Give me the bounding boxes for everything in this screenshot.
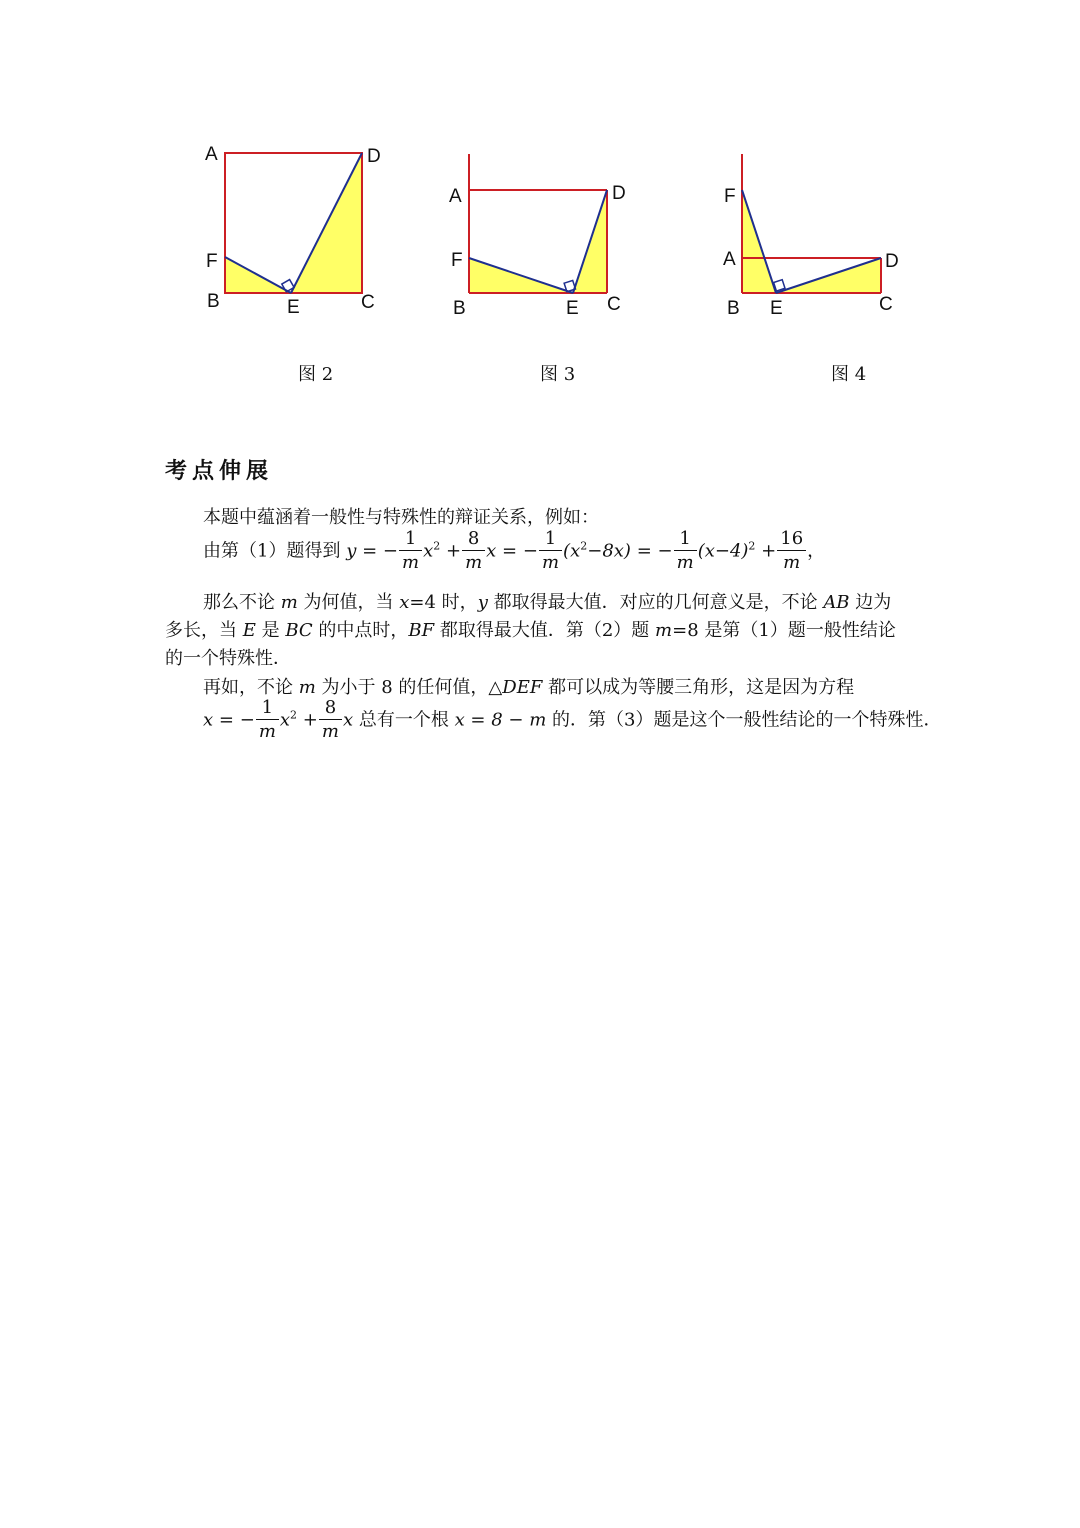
para3-line-1 [203, 673, 854, 699]
formula-plus: + [302, 709, 318, 731]
figure-3-label-a: A [449, 186, 462, 207]
frac-denominator: m [783, 552, 801, 573]
var-def: DEF [502, 677, 543, 698]
var-bf: BF [408, 620, 435, 641]
formula-plus-2: + [761, 540, 777, 562]
para2-text: 多长，当 [165, 620, 243, 641]
figure-4-right-angle-mark [774, 280, 785, 291]
formula-paren-a-tail: −8x) [587, 540, 631, 562]
para2-line-3: 的一个特殊性． [165, 648, 291, 669]
formula-x: x [342, 709, 354, 731]
formula-y: y [346, 540, 357, 562]
var-ab: AB [823, 592, 850, 613]
para2-line-1 [203, 588, 891, 614]
figure-2-diagram [195, 140, 395, 320]
figure-4-label-e: E [770, 298, 783, 319]
formula-x: x [203, 709, 214, 731]
formula-frac-1-over-m [256, 697, 279, 744]
para3-text: 再如，不论 [203, 677, 299, 698]
figure-2-label-c: C [361, 292, 375, 313]
figure-3-right-angle-mark [564, 280, 575, 291]
para2-text: 的中点时， [312, 620, 409, 641]
figure-3-label-d: D [612, 183, 626, 204]
para3-text: 为小于 8 的任何值，△ [315, 677, 503, 698]
frac-numerator: 1 [674, 528, 697, 551]
var-m: m [280, 592, 298, 613]
figure-3-label-c: C [607, 294, 621, 315]
formula-minus: − [239, 709, 255, 731]
formula-eq-2: = [502, 540, 518, 562]
figure-3-caption: 图 3 [540, 364, 576, 385]
formula-exp: 2 [580, 539, 588, 553]
var-bc: BC [285, 620, 313, 641]
frac-denominator: m [676, 552, 694, 573]
frac-numerator: 1 [539, 528, 562, 551]
intro-text: 本题中蕴涵着一般性与特殊性的辩证关系，例如： [203, 507, 599, 528]
formula-x: x [279, 709, 291, 731]
para2-text: 是 [255, 620, 286, 641]
figure-2-label-d: D [367, 146, 381, 167]
figure-4-label-d: D [885, 251, 899, 272]
section-title: 考点伸展 [165, 458, 274, 484]
formula-minus-2: − [522, 540, 538, 562]
var-x: x [399, 592, 410, 613]
formula-exp: 2 [433, 539, 441, 553]
var-m: m [655, 620, 673, 641]
figure-3-label-f: F [451, 250, 463, 271]
figure-3-label-e: E [566, 298, 579, 319]
var-m: m [298, 677, 316, 698]
formula-eq: = [218, 709, 234, 731]
formula-comma: ， [807, 540, 826, 562]
formula-x: x [486, 540, 497, 562]
figure-2 [195, 140, 395, 320]
frac-denominator: m [258, 721, 276, 742]
frac-numerator: 8 [462, 528, 485, 551]
figure-4-label-b: B [727, 298, 740, 319]
formula-frac-1-over-m [674, 528, 697, 575]
frac-denominator: m [321, 721, 339, 742]
figure-2-caption: 图 2 [298, 364, 334, 385]
formula-minus-3: − [657, 540, 673, 562]
figure-4-label-a: A [723, 249, 736, 270]
frac-numerator: 1 [399, 528, 422, 551]
figure-4-diagram [715, 140, 915, 320]
formula-frac-8-over-m [319, 697, 342, 744]
frac-numerator: 1 [256, 697, 279, 720]
frac-numerator: 16 [777, 528, 806, 551]
formula-frac-1-over-m [539, 528, 562, 575]
figure-4-label-c: C [879, 294, 893, 315]
figure-2-label-e: E [287, 297, 300, 318]
formula-exp: 2 [748, 539, 756, 553]
figure-3-label-b: B [453, 298, 466, 319]
para2-text: =8 是第（1）题一般性结论 [672, 620, 896, 641]
frac-denominator: m [541, 552, 560, 573]
frac-denominator: m [402, 552, 420, 573]
formula-exp: 2 [290, 708, 298, 722]
formula-eq-3: = [636, 540, 652, 562]
var-y: y [477, 592, 488, 613]
para2-text: 那么不论 [203, 592, 281, 613]
formula-line [203, 528, 825, 575]
figure-2-label-f: F [206, 251, 218, 272]
figure-2-label-a: A [205, 144, 218, 165]
para2-text: =4 时， [409, 592, 478, 613]
formula-paren-b: (x−4) [697, 540, 749, 562]
formula-x: x [423, 540, 434, 562]
figure-4-label-f: F [724, 186, 736, 207]
formula-minus-1: − [382, 540, 399, 562]
para3-text: 总有一个根 [353, 709, 455, 731]
figure-3-diagram [440, 140, 640, 320]
figure-4-caption: 图 4 [831, 364, 867, 385]
para2-text: 都取得最大值．对应的几何意义是，不论 [487, 592, 824, 613]
para2-text: 边为 [849, 592, 892, 613]
figure-2-label-b: B [207, 291, 220, 312]
figure-4 [715, 140, 915, 320]
para3-text: 的．第（3）题是这个一般性结论的一个特殊性． [546, 709, 942, 731]
para3-text: 都可以成为等腰三角形，这是因为方程 [542, 677, 855, 698]
para2-text: 为何值，当 [297, 592, 400, 613]
formula-root: x = 8 − m [454, 709, 547, 731]
formula-prefix: 由第（1）题得到 [203, 540, 341, 562]
formula-paren-a: (x [563, 540, 581, 562]
frac-numerator: 8 [319, 697, 342, 720]
para2-line-2 [165, 616, 896, 642]
para3-line-2 [203, 697, 941, 744]
formula-plus-1: + [445, 540, 462, 562]
para2-text: 都取得最大值．第（2）题 [434, 620, 656, 641]
figure-3 [440, 140, 640, 320]
formula-frac-16-over-m [777, 528, 806, 575]
formula-frac-1-over-m [399, 528, 422, 575]
formula-eq-1: = [362, 540, 378, 562]
frac-denominator: m [465, 552, 483, 573]
var-e: E [242, 620, 256, 641]
formula-frac-8-over-m [462, 528, 485, 575]
